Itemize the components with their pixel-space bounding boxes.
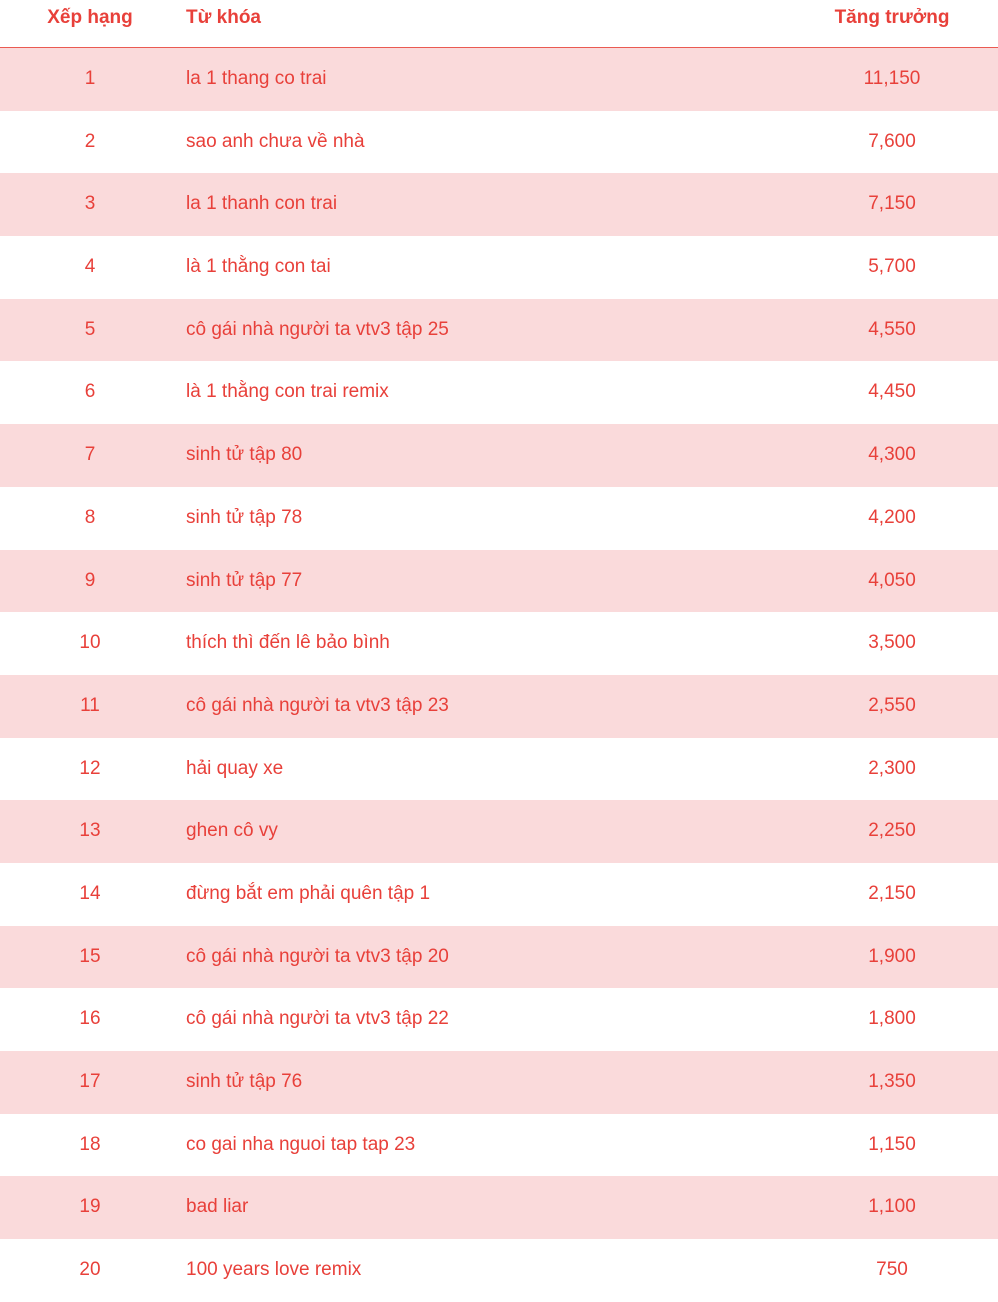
table-row [0, 738, 998, 801]
keyword-cell: cô gái nhà người ta vtv3 tập 23 [186, 694, 449, 716]
keyword-cell: đừng bắt em phải quên tập 1 [186, 882, 431, 904]
keyword-cell: sinh tử tập 78 [186, 506, 303, 528]
table-body [0, 48, 998, 1302]
rank-cell: 9 [84, 569, 96, 591]
header-growth: Tăng trưởng [834, 7, 950, 28]
table-row [0, 675, 998, 738]
rank-cell: 19 [79, 1196, 101, 1218]
growth-cell: 2,250 [868, 820, 916, 842]
rank-cell: 17 [79, 1071, 101, 1092]
rank-cell: 6 [84, 381, 96, 403]
growth-cell: 7,150 [868, 193, 916, 215]
keyword-cell: sinh tử tập 76 [186, 1071, 303, 1092]
keyword-cell: là 1 thằng con trai remix [186, 381, 389, 403]
rank-cell: 3 [84, 193, 96, 215]
keyword-cell: sinh tử tập 77 [186, 569, 303, 591]
keyword-cell: la 1 thang co trai [186, 68, 327, 89]
table-row [0, 48, 998, 111]
growth-cell: 4,050 [868, 569, 916, 591]
rank-cell: 7 [84, 444, 96, 466]
header-keyword: Từ khóa [186, 7, 261, 28]
growth-cell: 1,900 [868, 945, 916, 967]
growth-cell: 1,100 [868, 1196, 916, 1218]
growth-cell: 5,700 [868, 256, 916, 278]
rank-cell: 15 [79, 945, 101, 967]
keyword-cell: co gai nha nguoi tap tap 23 [186, 1133, 416, 1155]
keyword-cell: hải quay xe [186, 757, 284, 779]
header-rank: Xếp hạng [47, 7, 133, 28]
rank-cell: 14 [79, 882, 101, 904]
rank-cell: 4 [84, 256, 96, 278]
keyword-cell: bad liar [186, 1196, 249, 1218]
growth-cell: 2,300 [868, 757, 916, 779]
keyword-cell: thích thì đến lê bảo bình [186, 632, 390, 654]
keyword-cell: 100 years love remix [186, 1259, 362, 1281]
growth-cell: 1,800 [868, 1008, 916, 1030]
keyword-cell: sinh tử tập 80 [186, 444, 303, 466]
keyword-cell: cô gái nhà người ta vtv3 tập 22 [186, 1008, 449, 1030]
table-row [0, 361, 998, 424]
rank-cell: 8 [84, 506, 96, 528]
table-row [0, 1114, 998, 1177]
growth-cell: 4,450 [868, 381, 916, 403]
table-row [0, 1176, 998, 1239]
growth-cell: 4,550 [868, 318, 916, 340]
rank-cell: 11 [80, 694, 100, 716]
table-row [0, 863, 998, 926]
growth-cell: 3,500 [868, 632, 916, 654]
table-row [0, 236, 998, 299]
rank-cell: 2 [84, 130, 96, 152]
growth-cell: 11,150 [863, 68, 921, 89]
rank-cell: 10 [79, 632, 101, 654]
growth-cell: 4,200 [868, 506, 916, 528]
keyword-cell: là 1 thằng con tai [186, 256, 331, 278]
rank-cell: 13 [79, 820, 101, 842]
table-row [0, 173, 998, 236]
table-header [0, 0, 998, 48]
rank-cell: 18 [79, 1133, 101, 1155]
keyword-cell: cô gái nhà người ta vtv3 tập 25 [186, 318, 449, 340]
growth-cell: 1,350 [868, 1071, 916, 1092]
growth-cell: 750 [876, 1259, 908, 1281]
keyword-cell: sao anh chưa về nhà [186, 130, 365, 152]
rank-cell: 1 [84, 68, 96, 89]
table-row [0, 550, 998, 613]
growth-cell: 4,300 [868, 444, 916, 466]
growth-cell: 2,150 [868, 882, 916, 904]
keyword-cell: la 1 thanh con trai [186, 193, 338, 215]
growth-cell: 1,150 [868, 1133, 916, 1155]
table-row [0, 1051, 998, 1114]
table-row [0, 299, 998, 362]
rank-cell: 16 [79, 1008, 101, 1030]
table-row [0, 988, 998, 1051]
rank-cell: 12 [79, 757, 101, 779]
table-row [0, 424, 998, 487]
table-row [0, 1239, 998, 1302]
table-row [0, 612, 998, 675]
table-row [0, 800, 998, 863]
rank-cell: 5 [84, 318, 96, 340]
table-row [0, 926, 998, 989]
growth-cell: 7,600 [868, 130, 916, 152]
growth-cell: 2,550 [868, 694, 916, 716]
rank-cell: 20 [79, 1259, 101, 1281]
table-row [0, 111, 998, 174]
keyword-cell: ghen cô vy [186, 820, 278, 842]
table-row [0, 487, 998, 550]
keyword-cell: cô gái nhà người ta vtv3 tập 20 [186, 945, 449, 967]
